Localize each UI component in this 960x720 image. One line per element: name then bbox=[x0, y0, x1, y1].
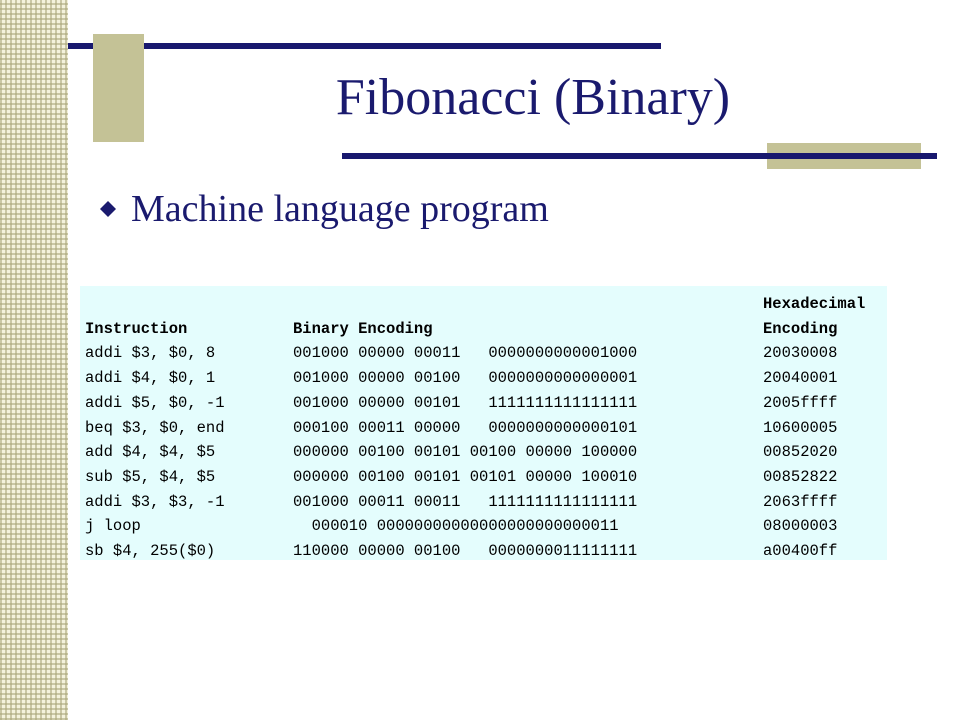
table-row bbox=[85, 341, 883, 366]
diamond-bullet-icon bbox=[100, 201, 116, 217]
table-row bbox=[85, 416, 883, 441]
hex-cell: 08000003 bbox=[763, 517, 838, 536]
table-row bbox=[85, 366, 883, 391]
binary-cell: 001000 00011 00011 1111111111111111 bbox=[293, 492, 638, 511]
table-row bbox=[85, 490, 883, 515]
hex-cell: 10600005 bbox=[763, 418, 838, 437]
binary-cell: 110000 00000 00100 0000000011111111 bbox=[293, 542, 638, 561]
hex-cell: 00852822 bbox=[763, 467, 838, 486]
header-instruction: Instruction bbox=[85, 319, 188, 338]
hex-cell: a00400ff bbox=[763, 542, 838, 561]
instruction-cell: j loop bbox=[85, 517, 141, 536]
instruction-cell: sb $4, 255($0) bbox=[85, 542, 216, 561]
header-hex-top: Hexadecimal bbox=[763, 295, 866, 313]
instruction-cell: addi $3, $0, 8 bbox=[85, 344, 216, 363]
machine-code-panel bbox=[80, 286, 887, 560]
table-row bbox=[85, 514, 883, 539]
hex-cell: 20040001 bbox=[763, 369, 838, 388]
binary-cell: 000100 00011 00000 0000000000000101 bbox=[293, 418, 638, 437]
table-header-row bbox=[85, 317, 883, 342]
bullet-item bbox=[100, 184, 549, 234]
header-instruction-top bbox=[85, 292, 293, 317]
header-binary-encoding: Binary Encoding bbox=[293, 319, 433, 338]
instruction-cell: sub $5, $4, $5 bbox=[85, 467, 216, 486]
header-binary-top bbox=[293, 292, 763, 317]
instruction-cell: addi $4, $0, 1 bbox=[85, 369, 216, 388]
table-row bbox=[85, 440, 883, 465]
instruction-cell: add $4, $4, $5 bbox=[85, 443, 216, 462]
hex-cell: 2005ffff bbox=[763, 393, 838, 412]
machine-code-table bbox=[85, 292, 883, 564]
binary-cell: 000000 00100 00101 00100 00000 100000 bbox=[293, 443, 638, 462]
binary-cell: 001000 00000 00011 0000000000001000 bbox=[293, 344, 638, 363]
bottom-accent-line bbox=[342, 153, 937, 159]
binary-cell: 000000 00100 00101 00101 00000 100010 bbox=[293, 467, 638, 486]
instruction-cell: addi $3, $3, -1 bbox=[85, 492, 225, 511]
hex-cell: 00852020 bbox=[763, 443, 838, 462]
binary-cell: 001000 00000 00101 1111111111111111 bbox=[293, 393, 638, 412]
top-accent-line bbox=[68, 43, 661, 49]
binary-cell: 001000 00000 00100 0000000000000001 bbox=[293, 369, 638, 388]
table-header-row-top bbox=[85, 292, 883, 317]
header-hex-encoding: Encoding bbox=[763, 319, 838, 338]
hex-cell: 2063ffff bbox=[763, 492, 838, 511]
instruction-cell: addi $5, $0, -1 bbox=[85, 393, 225, 412]
table-row bbox=[85, 539, 883, 564]
binary-cell: 000010 00000000000000000000000011 bbox=[293, 517, 619, 536]
table-row bbox=[85, 465, 883, 490]
slide-title: Fibonacci (Binary) bbox=[335, 69, 731, 126]
instruction-cell: beq $3, $0, end bbox=[85, 418, 225, 437]
bullet-text: Machine language program bbox=[131, 188, 549, 230]
table-row bbox=[85, 391, 883, 416]
hex-cell: 20030008 bbox=[763, 344, 838, 363]
